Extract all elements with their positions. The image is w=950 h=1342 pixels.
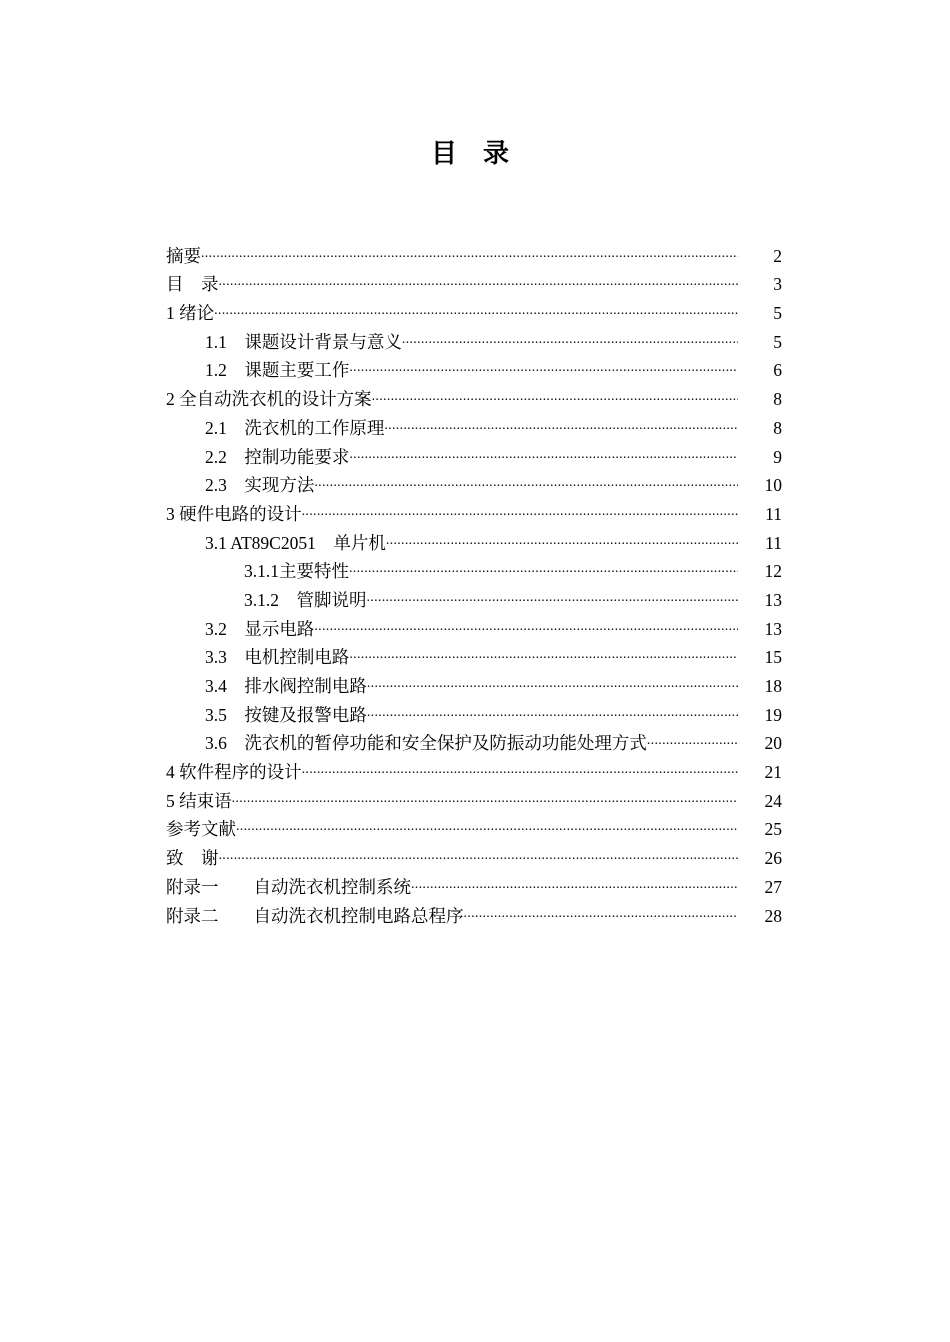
toc-entry[interactable]	[166, 384, 788, 413]
toc-entry-label: 2.2 控制功能要求	[205, 446, 350, 467]
toc-entry-label: 2.3 实现方法	[205, 475, 315, 496]
toc-entry[interactable]	[166, 815, 788, 844]
toc-leader-dots	[302, 500, 738, 524]
toc-leader-dots	[411, 873, 738, 897]
toc-entry-page: 26	[764, 848, 782, 869]
toc-leader-dots	[386, 529, 738, 553]
toc-entry-page: 12	[764, 561, 782, 582]
toc-entry[interactable]	[166, 413, 788, 442]
toc-leader-dots	[367, 586, 739, 610]
toc-entry-label: 致 谢	[166, 848, 219, 869]
toc-entry-label: 3 硬件电路的设计	[166, 503, 302, 524]
toc-entry-label: 3.2 显示电路	[205, 618, 315, 639]
toc-entry-page: 6	[773, 360, 782, 381]
toc-entry-page: 28	[764, 905, 782, 926]
toc-entry-page: 24	[764, 790, 782, 811]
toc-leader-dots	[314, 615, 738, 639]
toc-entry-label: 2.1 洗衣机的工作原理	[205, 417, 385, 438]
toc-entry-page: 10	[764, 475, 782, 496]
toc-entry[interactable]	[166, 557, 788, 586]
toc-entry[interactable]	[166, 528, 788, 557]
toc-leader-dots	[647, 729, 738, 753]
toc-leader-dots	[367, 701, 738, 725]
toc-entry[interactable]	[166, 643, 788, 672]
toc-entry[interactable]	[166, 843, 788, 872]
toc-entry[interactable]	[166, 241, 788, 270]
toc-entry-page: 3	[773, 274, 782, 295]
toc-leader-dots	[314, 471, 738, 495]
toc-entry-page: 9	[773, 446, 782, 467]
toc-entry[interactable]	[166, 614, 788, 643]
toc-entry-page: 13	[764, 618, 782, 639]
toc-entry[interactable]	[166, 872, 788, 901]
toc-entry-page: 13	[764, 589, 782, 610]
toc-entry[interactable]	[166, 901, 788, 930]
toc-entry[interactable]	[166, 499, 788, 528]
toc-leader-dots	[349, 356, 738, 380]
toc-entry-label: 3.4 排水阀控制电路	[205, 676, 367, 696]
toc-entry[interactable]	[166, 327, 788, 356]
toc-entry-label: 5 结束语	[166, 790, 232, 811]
toc-leader-dots	[214, 299, 738, 323]
toc-entry-page: 5	[773, 303, 782, 324]
toc-entry-page: 18	[764, 676, 782, 696]
toc-leader-dots	[349, 643, 738, 667]
toc-entry[interactable]	[166, 671, 788, 700]
toc-entry-label: 目 录	[166, 274, 219, 295]
toc-entry-page: 8	[773, 389, 782, 410]
toc-entry[interactable]	[166, 729, 788, 758]
toc-entry[interactable]	[166, 786, 788, 815]
toc-leader-dots	[349, 443, 738, 467]
toc-entry[interactable]	[166, 757, 788, 786]
toc-leader-dots	[464, 902, 739, 926]
toc-leader-dots	[402, 328, 738, 352]
table-of-contents	[166, 241, 788, 930]
toc-entry-label: 3.1.1主要特性	[244, 561, 349, 582]
toc-entry-label: 附录二 自动洗衣机控制电路总程序	[166, 905, 464, 926]
toc-entry[interactable]	[166, 471, 788, 500]
toc-entry[interactable]	[166, 270, 788, 299]
toc-entry-page: 19	[764, 704, 782, 725]
toc-entry-label: 1.1 课题设计背景与意义	[205, 331, 402, 352]
toc-entry-page: 2	[773, 245, 782, 266]
toc-entry-page: 5	[773, 331, 782, 352]
toc-leader-dots	[236, 815, 738, 839]
toc-entry-page: 11	[765, 532, 782, 553]
toc-entry[interactable]	[166, 442, 788, 471]
toc-entry-page: 25	[764, 819, 782, 840]
toc-entry-label: 3.1.2 管脚说明	[244, 589, 367, 610]
toc-leader-dots	[302, 758, 738, 782]
page-title: 目 录	[430, 139, 509, 168]
toc-leader-dots	[367, 672, 738, 696]
toc-leader-dots	[219, 270, 739, 294]
toc-leader-dots	[232, 787, 738, 811]
toc-entry-label: 摘要	[166, 245, 201, 266]
toc-leader-dots	[384, 414, 738, 438]
toc-leader-dots	[201, 242, 738, 266]
toc-entry-label: 3.6 洗衣机的暂停功能和安全保护及防振动功能处理方式	[205, 733, 647, 754]
toc-entry-label: 1.2 课题主要工作	[205, 360, 350, 381]
toc-entry-page: 15	[764, 647, 782, 668]
toc-leader-dots	[372, 385, 738, 409]
toc-entry-page: 8	[773, 417, 782, 438]
toc-entry[interactable]	[166, 356, 788, 385]
toc-entry-page: 20	[764, 733, 782, 754]
toc-leader-dots	[349, 557, 738, 581]
toc-entry[interactable]	[166, 700, 788, 729]
toc-entry-label: 4 软件程序的设计	[166, 762, 302, 783]
toc-entry[interactable]	[166, 585, 788, 614]
toc-entry-label: 附录一 自动洗衣机控制系统	[166, 876, 411, 897]
toc-entry-page: 27	[764, 876, 782, 897]
toc-entry[interactable]	[166, 298, 788, 327]
toc-leader-dots	[219, 844, 739, 868]
toc-entry-label: 2 全自动洗衣机的设计方案	[166, 389, 372, 410]
toc-entry-label: 3.1 AT89C2051 单片机	[205, 532, 386, 553]
toc-entry-label: 参考文献	[166, 819, 236, 840]
toc-entry-label: 1 绪论	[166, 303, 215, 324]
toc-entry-page: 21	[764, 762, 782, 783]
toc-entry-page: 11	[765, 503, 782, 524]
toc-entry-label: 3.3 电机控制电路	[205, 647, 350, 668]
toc-entry-label: 3.5 按键及报警电路	[205, 704, 367, 725]
